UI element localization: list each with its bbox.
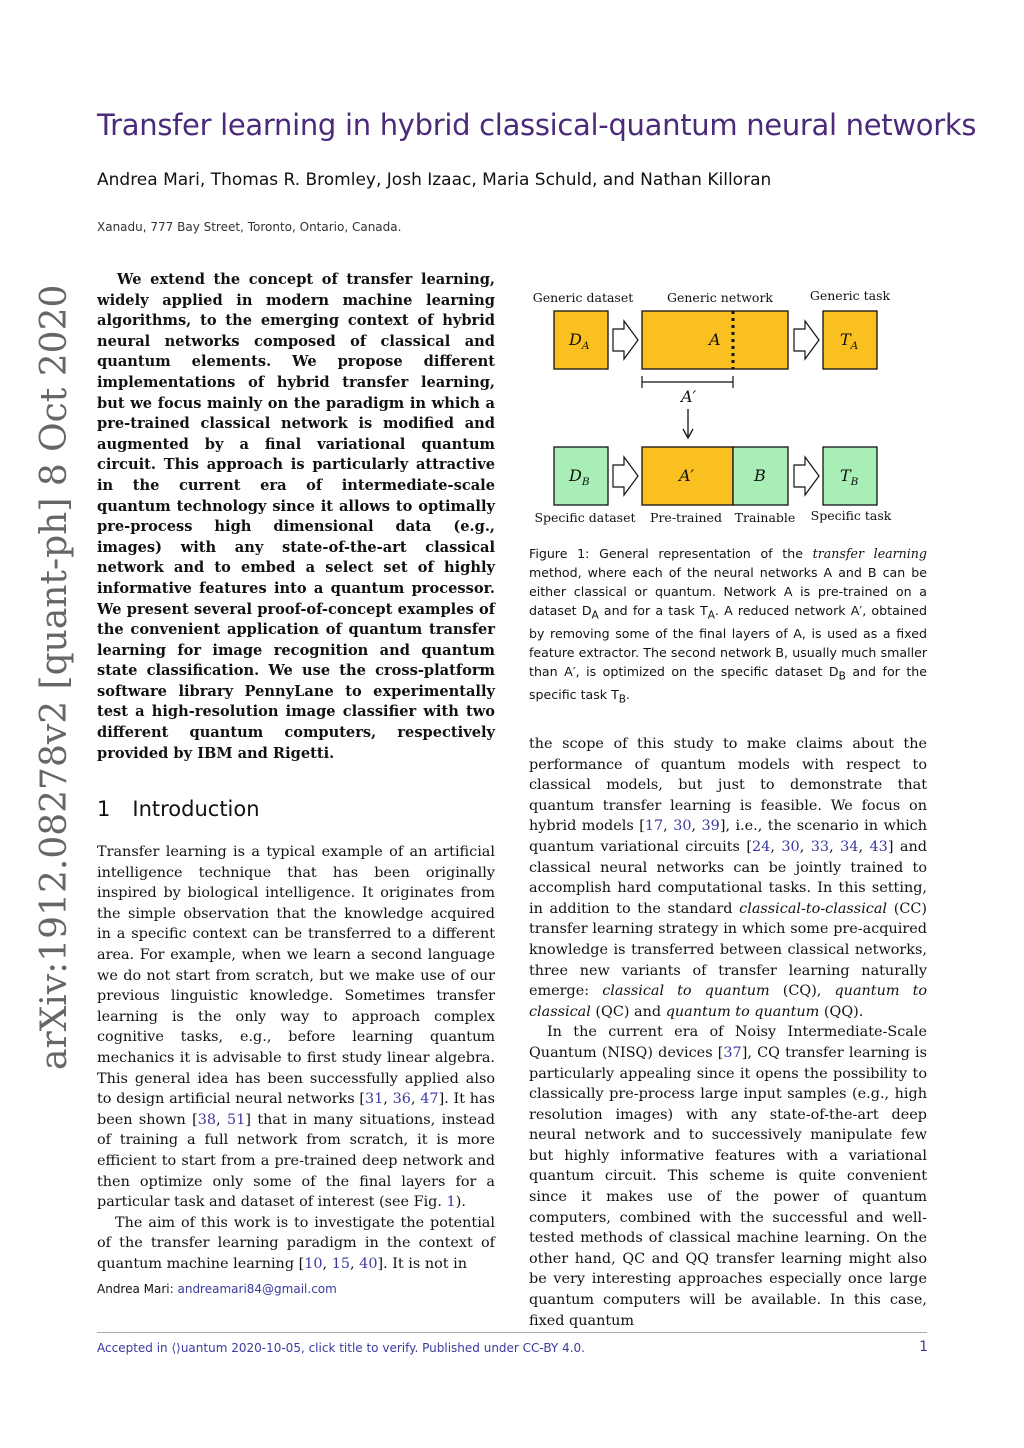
- symbol-network-b: B: [754, 466, 766, 485]
- author-footnote: Andrea Mari: andreamari84@gmail.com: [97, 1282, 337, 1296]
- label-specific-dataset: Specific dataset: [534, 510, 636, 525]
- section-title: Introduction: [132, 797, 260, 821]
- citation-link[interactable]: 39: [701, 818, 720, 835]
- citation-link[interactable]: 36: [392, 1091, 411, 1108]
- section-heading-introduction: [97, 797, 260, 821]
- left-column-body: [97, 842, 495, 1274]
- label-generic-task: Generic task: [809, 288, 891, 303]
- symbol-task-b: $T_B$: [840, 466, 859, 488]
- label-trainable: Trainable: [734, 510, 796, 525]
- right-column-body: [529, 734, 927, 1331]
- symbol-dataset-b: $D_B$: [569, 466, 590, 488]
- affiliation: Xanadu, 777 Bay Street, Toronto, Ontario, Canada.: [97, 220, 402, 234]
- abstract: [97, 270, 495, 764]
- intro-paragraph-2: The aim of this work is to investigate the potential of the transfer learning paradigm in the context of quantum machine learning [10, 15, 40]. It is not in: [97, 1214, 495, 1272]
- citation-link[interactable]: 30: [673, 818, 692, 835]
- email-link[interactable]: andreamari84@gmail.com: [177, 1282, 337, 1296]
- label-generic-network: Generic network: [666, 290, 774, 305]
- symbol-network-a: A: [709, 330, 721, 349]
- arrow-right-icon: [613, 457, 638, 495]
- citation-link[interactable]: 15: [331, 1255, 351, 1272]
- arrow-right-icon: [794, 321, 819, 359]
- symbol-network-a-prime: A′: [679, 466, 695, 485]
- author-list: Andrea Mari, Thomas R. Bromley, Josh Izaac, Maria Schuld, and Nathan Killoran: [97, 170, 772, 190]
- citation-link[interactable]: 24: [752, 838, 771, 855]
- arrow-right-icon: [613, 321, 638, 359]
- intro-paragraph-1: Transfer learning is a typical example of an artificial intelligence technique that has been originally inspired by biological intelligence. It originates from the simple observation that the knowledge acquired in a specific context can be transferred to a different area. For example, when we learn a second language we do not start from scratch, but we make use of our previous linguistic knowledge. Sometimes transfer learning is the only way to approach complex cognitive tasks, e.g., before learning quantum mechanics it is advisable to first study linear algebra. This general idea has been successfully applied also to design artificial neural networks [31, 36, 47]. It has been shown [38, 51] that in many situations, instead of training a full network from scratch, it is more efficient to start from a pre-trained deep network and then optimize only some of the final layers for a particular task and dataset of interest (see Fig. 1).: [97, 844, 495, 1211]
- citation-link[interactable]: 10: [304, 1255, 323, 1272]
- symbol-dataset-a: $D_A$: [569, 330, 590, 352]
- label-pretrained: Pre-trained: [650, 510, 722, 525]
- page-number: 1: [919, 1339, 928, 1355]
- footer-divider: [97, 1332, 927, 1333]
- citation-link[interactable]: 43: [869, 838, 888, 855]
- label-generic-dataset: Generic dataset: [532, 290, 634, 305]
- arrow-right-icon: [794, 457, 819, 495]
- citation-link[interactable]: 37: [723, 1044, 742, 1061]
- citation-link[interactable]: 17: [644, 818, 664, 835]
- arxiv-identifier: arXiv:1912.08278v2 [quant-ph] 8 Oct 2020: [34, 284, 75, 1070]
- paper-title[interactable]: Transfer learning in hybrid classical-quantum neural networks: [97, 108, 977, 142]
- citation-link[interactable]: 30: [781, 838, 800, 855]
- intro-paragraph-4: In the current era of Noisy Intermediate-Scale Quantum (NISQ) devices [37], CQ transfer learning is particularly appealing since it opens the possibility to classically pre-process large input samples (e.g., high resolution images) with any state-of-the-art deep neural network and to successively manipulate few but highly informative features with a variational quantum circuit. This scheme is quite convenient since it makes use of the power of quantum computers, combined with the successful and well-tested methods of classical machine learning. On the other hand, QC and QQ transfer learning might also be very interesting approaches especially once large quantum computers will be available. In this case, fixed quantum: [529, 1024, 928, 1329]
- symbol-task-a: $T_A$: [840, 330, 859, 352]
- label-specific-task: Specific task: [810, 508, 892, 523]
- figure-link[interactable]: 1: [446, 1194, 456, 1211]
- citation-link[interactable]: 51: [227, 1111, 246, 1128]
- citation-link[interactable]: 40: [359, 1255, 378, 1272]
- footer-license-note[interactable]: Accepted in ⟨⟩uantum 2020-10-05, click title to verify. Published under CC-BY 4.0.: [97, 1341, 585, 1355]
- citation-link[interactable]: 38: [197, 1111, 217, 1128]
- abstract-text: We extend the concept of transfer learning, widely applied in modern machine learning algorithms, to the emerging context of hybrid neural networks composed of classical and quantum elements. We propose different implementations of hybrid transfer learning, but we focus mainly on the paradigm in which a pre-trained classical network is modified and augmented by a final variational quantum circuit. This approach is particularly attractive in the current era of intermediate-scale quantum technology since it allows to optimally pre-process high dimensional data (e.g., images) with any state-of-the-art classical network and to embed a select set of highly informative features into a quantum processor. We present several proof-of-concept examples of the convenient application of quantum transfer learning for image recognition and quantum state classification. We use the cross-platform software library PennyLane to experimentally test a high-resolution image classifier with two different quantum computers, respectively provided by IBM and Rigetti.: [97, 271, 495, 762]
- figure-caption: Figure 1: General representation of the transfer learning method, where each of the neural networks A and B can be either classical or quantum. Network A is pre-trained on a dataset $D_A$ and for a task $T_A$. A reduced network A′, obtained by removing some of the final layers of A, is used as a fixed feature extractor. The second network B, usually much smaller than A′, is optimized on the specific dataset $D_B$ and for the specific task $T_B$.: [529, 546, 928, 706]
- citation-link[interactable]: 31: [364, 1091, 384, 1108]
- intro-paragraph-3: the scope of this study to make claims about the performance of quantum models with respect to classical models, but just to demonstrate that quantum transfer learning is feasible. We focus on hybrid models [17, 30, 39], i.e., the scenario in which quantum variational circuits [24, 30, 33, 34, 43] and classical neural networks can be jointly trained to accomplish hard computational tasks. In this setting, in addition to the standard classical-to-classical (CC) transfer learning strategy in which some pre-acquired knowledge is transferred between classical networks, three new variants of transfer learning naturally emerge: classical to quantum (CQ), quantum to classical (QC) and quantum to quantum (QQ).: [529, 736, 928, 1020]
- citation-link[interactable]: 33: [810, 838, 830, 855]
- transfer-learning-diagram: [529, 282, 927, 530]
- section-number: 1: [97, 797, 111, 821]
- figure-label: Figure 1:: [529, 546, 590, 561]
- citation-link[interactable]: 34: [840, 838, 859, 855]
- symbol-a-prime-label: A′: [681, 387, 697, 406]
- citation-link[interactable]: 47: [420, 1091, 439, 1108]
